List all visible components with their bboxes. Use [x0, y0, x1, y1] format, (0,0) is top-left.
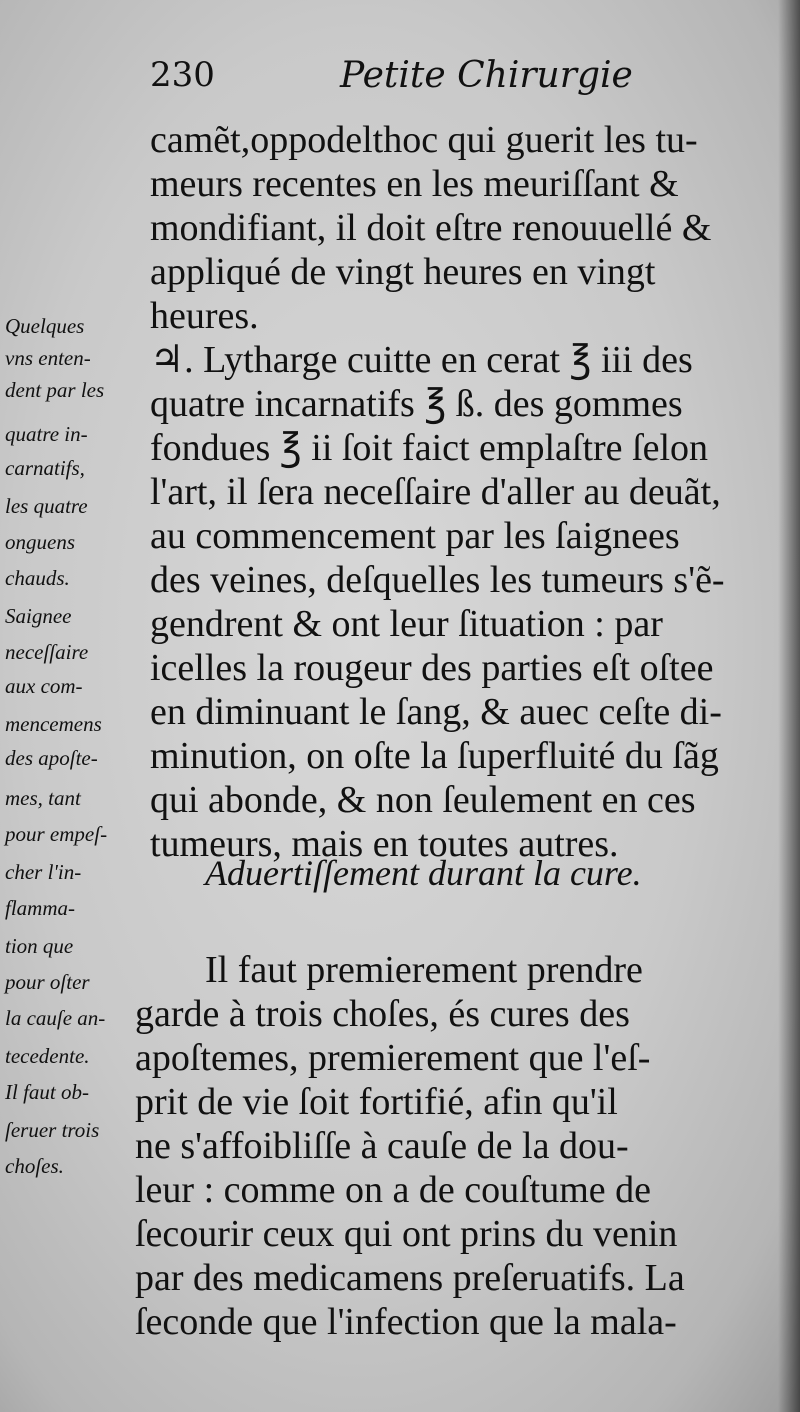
text-line: mondifiant, il doit eſtre renouuellé &	[150, 207, 712, 249]
text-line: fondues ℥ ii ſoit faict emplaſtre ſelon	[150, 427, 709, 469]
margin-note-line: pour oſter	[5, 970, 90, 994]
text-line: au commencement par les ſaignees	[150, 515, 680, 557]
text-line: prit de vie ſoit fortifié, afin qu'il	[135, 1081, 618, 1123]
margin-note-line: mes, tant	[5, 786, 81, 810]
text-line: quatre incarnatifs ℥ ß. des gommes	[150, 383, 683, 425]
text-line: ♃. Lytharge cuitte en cerat ℥ iii des	[150, 339, 693, 381]
margin-note-line: Il faut ob-	[5, 1080, 89, 1104]
margin-note-line: vns enten-	[5, 346, 91, 370]
margin-note-line: quatre in-	[5, 422, 88, 446]
text-line: meurs recentes en les meuriſſant &	[150, 163, 679, 205]
margin-note-line: Saignee	[5, 604, 72, 628]
text-line: qui abonde, & non ſeulement en ces	[150, 779, 696, 821]
margin-note-line: aux com-	[5, 674, 83, 698]
margin-note-line: onguens	[5, 530, 75, 554]
page-header	[150, 55, 750, 115]
text-line: apoſtemes, premierement que l'eſ-	[135, 1037, 651, 1079]
text-line: par des medicamens preſeruatifs. La	[135, 1257, 685, 1299]
margin-note-line: dent par les	[5, 378, 105, 402]
text-line: camẽt,oppodelthoc qui guerit les tu-	[150, 119, 698, 161]
text-line: ne s'affoibliſſe à cauſe de la dou-	[135, 1125, 629, 1167]
margin-note-line: mencemens	[5, 712, 102, 736]
text-line: ſeconde que l'infection que la mala-	[135, 1301, 677, 1343]
text-line: appliqué de vingt heures en vingt	[150, 251, 656, 293]
margin-note-line: neceſſaire	[5, 640, 89, 664]
text-line: en diminuant le ſang, & auec ceſte di-	[150, 691, 722, 733]
text-line: des veines, deſquelles les tumeurs s'ẽ-	[150, 559, 725, 601]
running-title: Petite Chirurgie	[340, 55, 633, 96]
margin-note-line: des apoſte-	[5, 746, 98, 770]
margin-note-line: cher l'in-	[5, 860, 82, 884]
text-line: heures.	[150, 295, 259, 337]
margin-note-line: pour empeſ-	[5, 822, 108, 846]
text-line: minution, on oſte la ſuperfluité du ſãg	[150, 735, 719, 777]
text-line: ſecourir ceux qui ont prins du venin	[135, 1213, 678, 1255]
page-number: 230	[150, 55, 215, 95]
text-line: l'art, il ſera neceſſaire d'aller au deuãt,	[150, 471, 721, 513]
margin-note-line: ſeruer trois	[5, 1118, 100, 1142]
margin-note-line: choſes.	[5, 1154, 64, 1178]
text-line: icelles la rougeur des parties eſt oſtee	[150, 647, 714, 689]
text-line: garde à trois choſes, és cures des	[135, 993, 630, 1035]
margin-note-line: les quatre	[5, 494, 88, 518]
margin-note-line: tion que	[5, 934, 74, 958]
margin-note-line: chauds.	[5, 566, 70, 590]
margin-note-line: carnatifs,	[5, 456, 85, 480]
margin-note-line: flamma-	[5, 896, 75, 920]
margin-note-line: la cauſe an-	[5, 1006, 106, 1030]
text-line: leur : comme on a de couſtume de	[135, 1169, 651, 1211]
margin-note-line: Quelques	[5, 314, 85, 338]
section-heading: Aduertiſſement durant la cure.	[205, 853, 642, 893]
margin-note-line: tecedente.	[5, 1044, 90, 1068]
text-line: Il faut premierement prendre	[205, 949, 643, 991]
text-line: gendrent & ont leur ſituation : par	[150, 603, 663, 645]
text-line: tumeurs, mais en toutes autres.	[150, 823, 619, 865]
